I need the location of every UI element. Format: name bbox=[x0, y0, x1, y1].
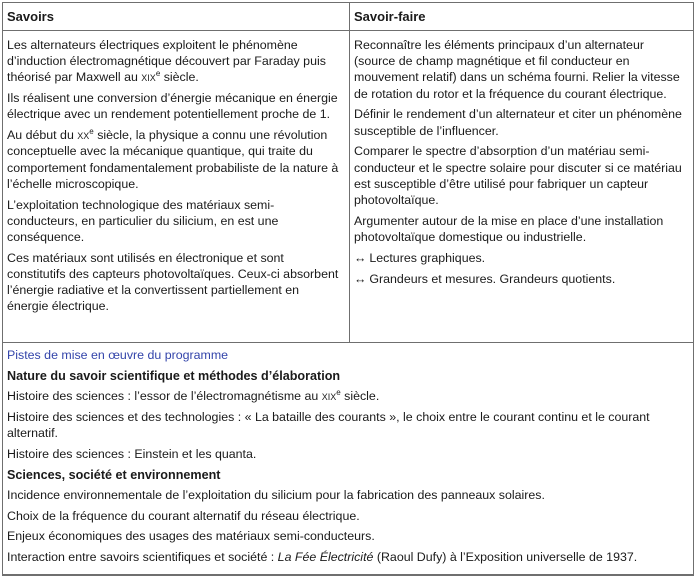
programme-table bbox=[2, 2, 694, 576]
savoir-faire-column bbox=[350, 31, 693, 342]
header-savoir-faire: Savoir-faire bbox=[350, 3, 693, 31]
savoirs-paragraph-4: L’exploitation technologique des matériaux semi-conducteurs, en particulier du silicium, en est une conséquence. bbox=[7, 197, 279, 245]
pistes-item: Interaction entre savoirs scientifiques et société : La Fée Électricité (Raoul Dufy) à l’Exposition universelle de 1937. bbox=[7, 550, 638, 565]
header-savoirs: Savoirs bbox=[3, 3, 350, 31]
pistes-item: Histoire des sciences : Einstein et les quanta. bbox=[7, 446, 257, 461]
savoir-faire-paragraph-3: Comparer le spectre d’absorption d’un matériau semi-conducteur et le spectre solaire pour discuter si ce matériau est susceptible d’être utilisé pour fabriquer un capteur photovoltaïque. bbox=[354, 144, 682, 208]
pistes-item: Choix de la fréquence du courant alternatif du réseau électrique. bbox=[7, 508, 360, 523]
savoir-faire-paragraph-1: Reconnaître les éléments principaux d’un alternateur (source de champ magnétique et fil conducteur en mouvement relatif) dans un schéma fourni. Relier la vitesse de rotation du rotor et la fréquence du courant électrique. bbox=[354, 38, 680, 101]
table-bottom-border bbox=[3, 574, 693, 575]
savoir-faire-paragraph-4: Argumenter autour de la mise en place d’une installation photovoltaïque domestique ou industrielle. bbox=[354, 213, 664, 245]
savoirs-column bbox=[3, 31, 350, 342]
bidirectional-arrow-icon: ↔ bbox=[354, 250, 367, 265]
pistes-title: Pistes de mise en œuvre du programme bbox=[7, 348, 229, 362]
savoirs-paragraph-3: Au début du $xx^e$ siècle, la physique a connu une révolution conceptuelle avec la mécanique quantique, qui traite du comportement fondamentalement probabiliste de la nature à l’échelle microscopique. bbox=[7, 127, 339, 191]
savoir-faire-graphs: ↔ Lectures graphiques. bbox=[354, 250, 486, 265]
pistes-item: Histoire des sciences : l’essor de l’électromagnétisme au xix$^e$ siècle. bbox=[7, 387, 380, 403]
section-societe-title: Sciences, société et environnement bbox=[7, 467, 221, 482]
savoir-faire-paragraph-2: Définir le rendement d’un alternateur et citer un phénomène susceptible de l’influencer. bbox=[354, 107, 682, 138]
pistes-item: Histoire des sciences et des technologies : « La bataille des courants », le choix entre le courant continu et le courant alternatif. bbox=[7, 409, 650, 440]
section-nature-savoir-title: Nature du savoir scientifique et méthodes d’élaboration bbox=[7, 368, 341, 383]
savoirs-paragraph-2: Ils réalisent une conversion d’énergie mécanique en énergie électrique avec un rendement potentiellement proche de 1. bbox=[7, 91, 338, 122]
pistes-section bbox=[3, 342, 693, 570]
savoirs-paragraph-5: Ces matériaux sont utilisés en électronique et sont constitutifs des capteurs photovoltaïques. Ceux-ci absorbent l’énergie radiative et la convertissent partiellement en énergie électrique. bbox=[7, 250, 339, 314]
pistes-item: Enjeux économiques des usages des matériaux semi-conducteurs. bbox=[7, 529, 375, 544]
bidirectional-arrow-icon: ↔ bbox=[354, 271, 367, 286]
savoirs-paragraph-1: Les alternateurs électriques exploitent le phénomène d’induction électromagnétique découvert par Faraday puis théorisé par Maxwell au xix$^e$ siècle. bbox=[7, 38, 326, 85]
pistes-item: Incidence environnementale de l’exploitation du silicium pour la fabrication des panneaux solaires. bbox=[7, 487, 545, 502]
savoir-faire-quantities: ↔ Grandeurs et mesures. Grandeurs quotients. bbox=[354, 271, 616, 286]
